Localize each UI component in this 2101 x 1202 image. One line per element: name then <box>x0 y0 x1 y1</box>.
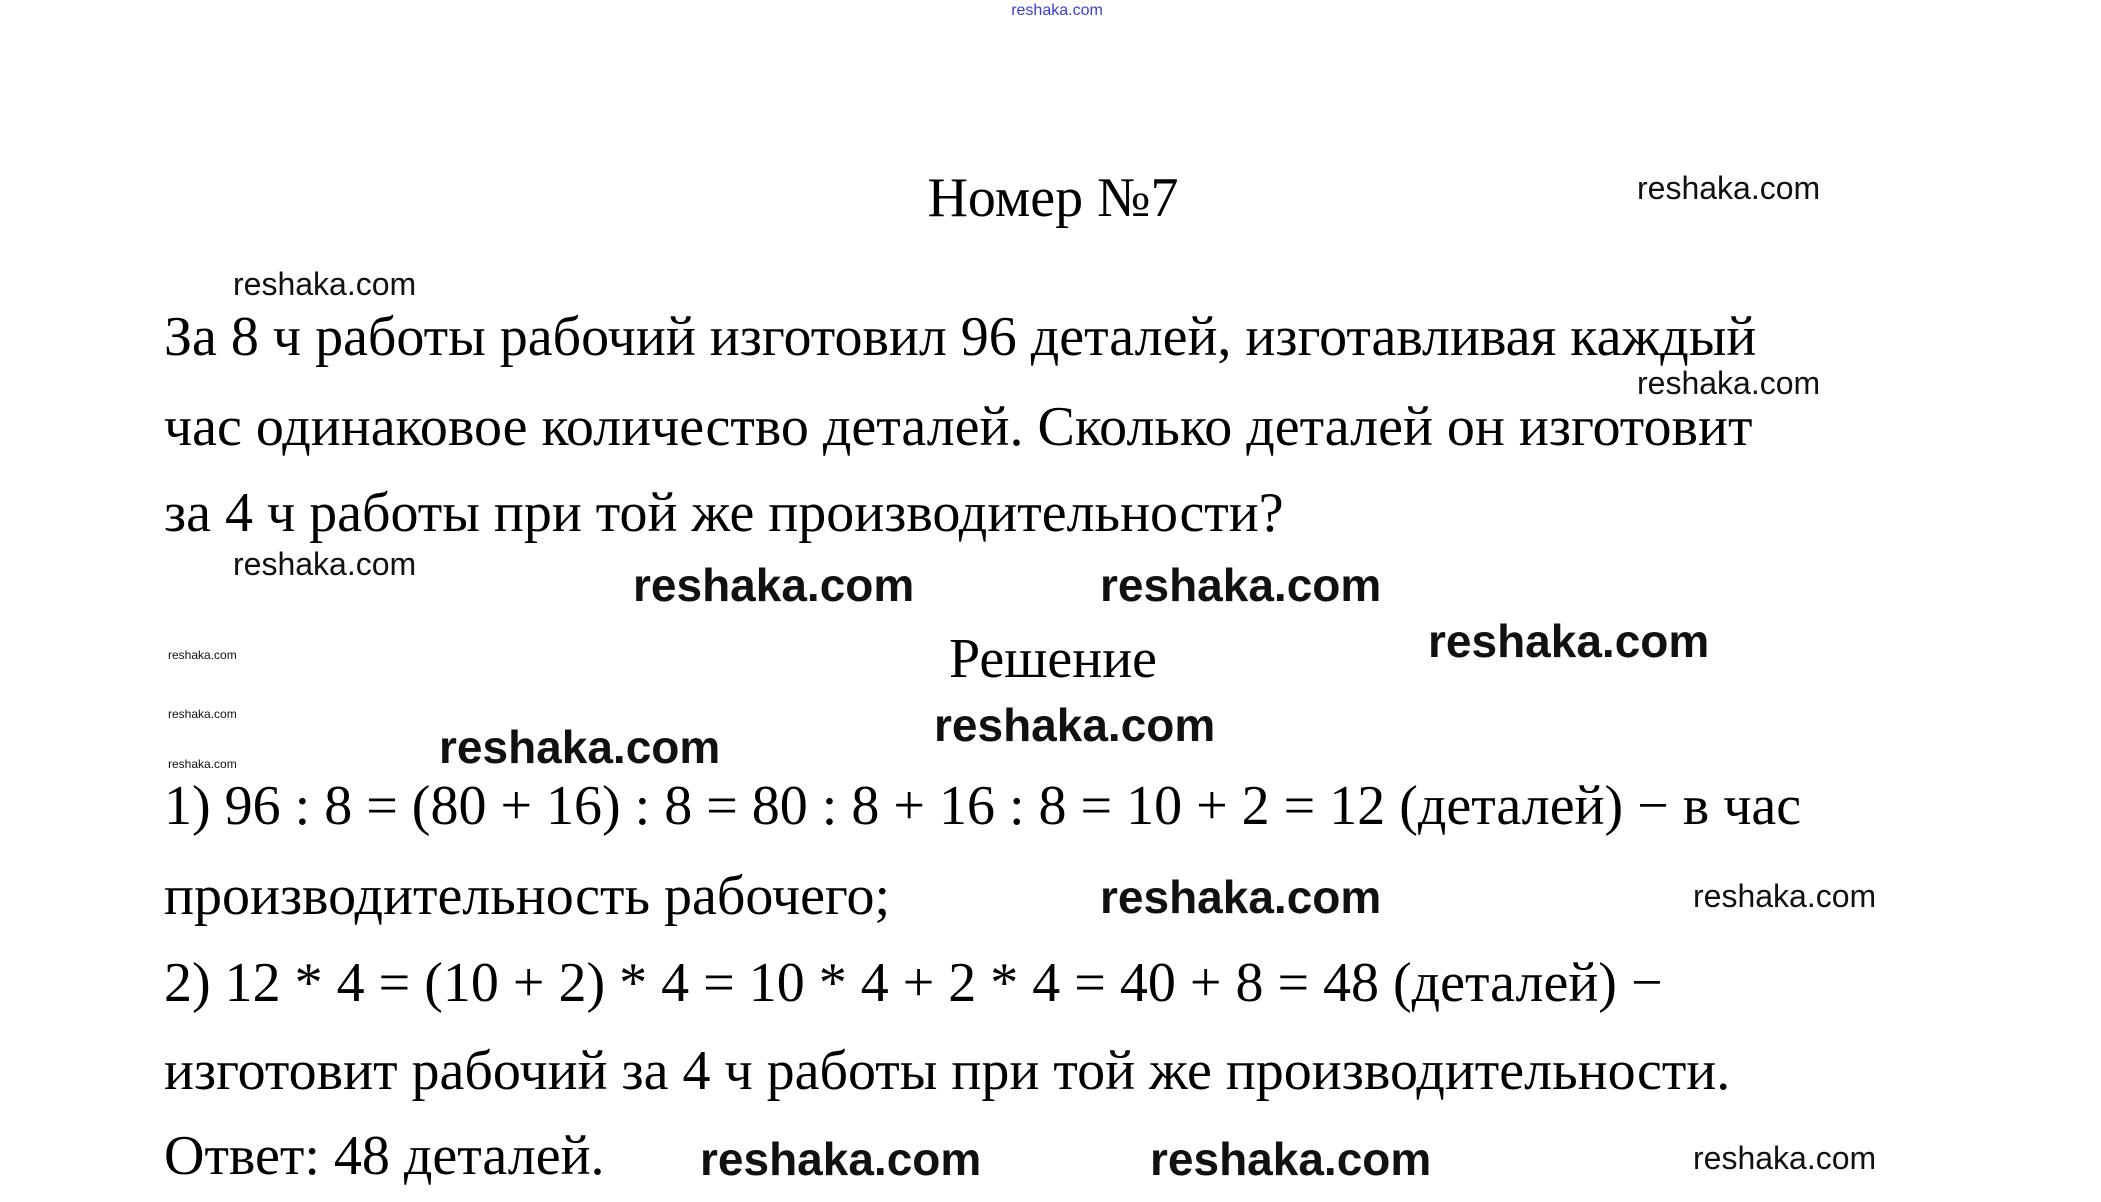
problem-line-3: за 4 ч работы при той же производительности? <box>164 482 1284 544</box>
watermark: reshaka.com <box>168 648 237 662</box>
solution-line-3: 2) 12 * 4 = (10 + 2) * 4 = 10 * 4 + 2 * 4 = 40 + 8 = 48 (деталей) − <box>164 952 1663 1014</box>
solution-line-4: изготовит рабочий за 4 ч работы при той же производительности. <box>164 1040 1731 1102</box>
watermark: reshaka.com <box>1693 1140 1877 1176</box>
watermark: reshaka.com <box>1428 615 1710 667</box>
solution-line-2: производительность рабочего; <box>164 865 891 927</box>
watermark: reshaka.com <box>1637 365 1821 401</box>
watermark: reshaka.com <box>1637 170 1821 206</box>
watermark: reshaka.com <box>633 559 915 611</box>
watermark: reshaka.com <box>233 266 417 302</box>
watermark: reshaka.com <box>1100 559 1382 611</box>
watermark: reshaka.com <box>700 1133 982 1185</box>
header-watermark-link[interactable]: reshaka.com <box>1011 2 1103 19</box>
problem-line-2: час одинаковое количество деталей. Сколько деталей он изготовит <box>164 396 1753 458</box>
solution-heading: Решение <box>948 628 1158 690</box>
watermark: reshaka.com <box>439 721 721 773</box>
watermark: reshaka.com <box>1693 878 1877 914</box>
watermark: reshaka.com <box>1150 1133 1432 1185</box>
problem-line-1: За 8 ч работы рабочий изготовил 96 деталей, изготавливая каждый <box>164 306 1757 368</box>
watermark: reshaka.com <box>1100 871 1382 923</box>
watermark: reshaka.com <box>934 699 1216 751</box>
answer: Ответ: 48 деталей. <box>164 1125 605 1187</box>
watermark: reshaka.com <box>168 757 237 771</box>
watermark: reshaka.com <box>233 546 417 582</box>
watermark: reshaka.com <box>168 707 237 721</box>
solution-line-1: 1) 96 : 8 = (80 + 16) : 8 = 80 : 8 + 16 : 8 = 10 + 2 = 12 (деталей) − в час <box>164 775 1802 837</box>
page-title: Номер №7 <box>927 167 1179 229</box>
